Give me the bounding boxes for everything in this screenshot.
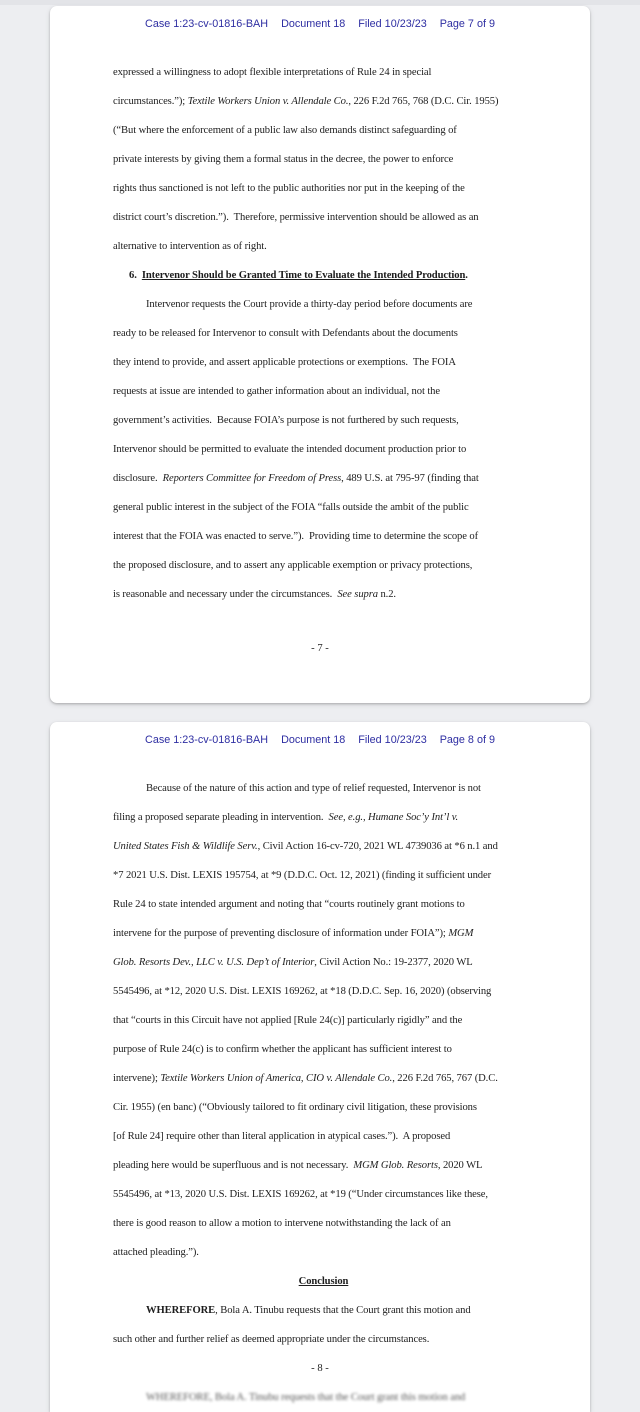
text-line	[113, 551, 534, 580]
text-run: Reporters Committee for Freedom of Press	[162, 473, 342, 484]
text-run: Glob. Resorts Dev., LLC v. U.S. Dep’t of Interior	[113, 957, 315, 968]
text-line	[113, 948, 534, 977]
document-number: Document 18	[281, 18, 346, 30]
text-line	[113, 290, 534, 319]
page-body-text	[50, 774, 590, 1354]
text-line	[113, 203, 534, 232]
text-line	[113, 1035, 534, 1064]
text-run: WHEREFORE	[146, 1305, 216, 1316]
text-run: ready to be released for Intervenor to consult with Defendants about the documents	[113, 328, 458, 339]
ghost-text-line	[50, 1383, 590, 1412]
text-line	[113, 174, 534, 203]
page-indicator: Page 7 of 9	[439, 18, 495, 30]
text-line	[113, 232, 534, 261]
canvas-top-edge	[0, 0, 640, 5]
text-line	[113, 1093, 534, 1122]
text-run: requests at issue are intended to gather information about an individual, not the	[113, 386, 440, 397]
text-run: such other and further relief as deemed appropriate under the circumstances.	[113, 1334, 430, 1345]
case-number: Case 1:23-cv-01816-BAH	[145, 18, 269, 30]
text-run: United States Fish & Wildlife Serv.	[113, 841, 258, 852]
text-run: private interests by giving them a formal status in the decree, the power to enforce	[113, 154, 454, 165]
page-number: - 8 -	[311, 1363, 329, 1374]
text-run: interest that the FOIA was enacted to serve.”). Providing time to determine the scope of	[113, 531, 479, 542]
text-run: 5545496, at *12, 2020 U.S. Dist. LEXIS 169262, at *18 (D.D.C. Sep. 16, 2020) (observing	[113, 986, 492, 997]
text-line	[113, 145, 534, 174]
document-number: Document 18	[281, 734, 346, 746]
text-run: there is good reason to allow a motion to intervene notwithstanding the lack of an	[113, 1218, 451, 1229]
text-run: Cir. 1955) (en banc) (“Obviously tailored to fit ordinary civil litigation, these provisions	[113, 1102, 477, 1113]
text-run: Intervenor should be permitted to evaluate the intended document production prior to	[113, 444, 467, 455]
document-page-8	[50, 722, 590, 1412]
case-stamp-header	[50, 6, 590, 30]
text-line	[113, 580, 534, 609]
text-line	[113, 58, 534, 87]
text-run: See, e.g., Humane Soc’y Int’l v.	[328, 812, 459, 823]
filed-date: Filed 10/23/23	[358, 734, 427, 746]
text-run: circumstances.”);	[113, 96, 188, 107]
text-run: alternative to intervention as of right.	[113, 241, 267, 252]
text-run: the proposed disclosure, and to assert any applicable exemption or privacy protections,	[113, 560, 473, 571]
text-run: *7 2021 U.S. Dist. LEXIS 195754, at *9 (D.D.C. Oct. 12, 2021) (finding it sufficient under	[113, 870, 492, 881]
page-indicator: Page 8 of 9	[439, 734, 495, 746]
text-line	[113, 87, 534, 116]
text-run: district court’s discretion.”). Therefore, permissive intervention should be allowed as an	[113, 212, 479, 223]
text-line	[113, 319, 534, 348]
text-run: [of Rule 24] require other than literal application in atypical cases.”). A proposed	[113, 1131, 451, 1142]
text-line	[113, 861, 534, 890]
text-run: , 489 U.S. at 795-97 (finding that	[341, 473, 479, 484]
text-run: Rule 24 to state intended argument and noting that “courts routinely grant motions to	[113, 899, 465, 910]
text-run: is reasonable and necessary under the circumstances.	[113, 589, 338, 600]
document-page-7	[50, 6, 590, 703]
text-line	[113, 890, 534, 919]
text-run: , Civil Action 16-cv-720, 2021 WL 4739036 at *6 n.1 and	[257, 841, 498, 852]
case-stamp-header	[50, 722, 590, 746]
text-run: attached pleading.”).	[113, 1247, 199, 1258]
text-run: Textile Workers Union of America, CIO v. Allendale Co.	[160, 1073, 393, 1084]
text-run: n.2.	[377, 589, 396, 600]
text-line	[113, 1122, 534, 1151]
text-run: Intervenor Should be Granted Time to Evaluate the Intended Production	[141, 270, 466, 281]
text-run: government’s activities. Because FOIA’s purpose is not furthered by such requests,	[113, 415, 459, 426]
text-run: Textile Workers Union v. Allendale Co.	[187, 96, 349, 107]
text-run: pleading here would be superfluous and is not necessary.	[113, 1160, 354, 1171]
text-line	[113, 1180, 534, 1209]
text-run: disclosure.	[113, 473, 163, 484]
text-line	[113, 116, 534, 145]
case-number: Case 1:23-cv-01816-BAH	[145, 734, 269, 746]
text-line	[113, 1151, 534, 1180]
text-line	[113, 977, 534, 1006]
text-line	[113, 1383, 534, 1412]
text-line	[113, 261, 534, 290]
text-line	[113, 493, 534, 522]
text-line	[113, 1209, 534, 1238]
text-run: See supra	[337, 589, 378, 600]
text-line	[113, 1238, 534, 1267]
text-run: , Bola A. Tinubu requests that the Court grant this motion and	[215, 1305, 471, 1316]
filed-date: Filed 10/23/23	[358, 18, 427, 30]
text-run: 6.	[129, 270, 142, 281]
text-run: , Civil Action No.: 19-2377, 2020 WL	[314, 957, 473, 968]
text-run: that “courts in this Circuit have not applied [Rule 24(c)] particularly rigidly” and the	[113, 1015, 463, 1026]
text-line	[113, 406, 534, 435]
text-line	[113, 774, 534, 803]
text-line	[113, 464, 534, 493]
text-run: 5545496, at *13, 2020 U.S. Dist. LEXIS 169262, at *19 (“Under circumstances like these,	[113, 1189, 488, 1200]
text-line	[113, 1325, 534, 1354]
text-line	[113, 377, 534, 406]
text-run: Conclusion	[298, 1276, 349, 1287]
text-run: (“But where the enforcement of a public law also demands distinct safeguarding of	[113, 125, 457, 136]
text-run: expressed a willingness to adopt flexible interpretations of Rule 24 in special	[113, 67, 432, 78]
text-run: MGM Glob. Resorts	[353, 1160, 438, 1171]
text-run: WHEREFORE, Bola A. Tinubu requests that the Court grant this motion and	[146, 1392, 466, 1403]
text-line	[113, 832, 534, 861]
text-run: purpose of Rule 24(c) is to confirm whether the applicant has sufficient interest to	[113, 1044, 452, 1055]
text-line	[113, 1296, 534, 1325]
page-body-text	[50, 58, 590, 609]
text-line	[113, 435, 534, 464]
text-run: intervene for the purpose of preventing disclosure of information under FOIA”);	[113, 928, 449, 939]
text-run: Because of the nature of this action and type of relief requested, Intervenor is not	[146, 783, 481, 794]
text-line	[113, 919, 534, 948]
text-run: filing a proposed separate pleading in intervention.	[113, 812, 329, 823]
text-line	[113, 348, 534, 377]
text-run: MGM	[448, 928, 474, 939]
text-run: they intend to provide, and assert applicable protections or exemptions. The FOIA	[113, 357, 456, 368]
page-number: - 7 -	[311, 643, 329, 654]
text-line	[113, 1267, 534, 1296]
text-run: rights thus sanctioned is not left to the public authorities nor put in the keeping of the	[113, 183, 465, 194]
text-line	[113, 803, 534, 832]
text-run: .	[465, 270, 468, 281]
text-line	[113, 1064, 534, 1093]
text-line	[113, 1006, 534, 1035]
text-run: intervene);	[113, 1073, 161, 1084]
text-run: , 226 F.2d 765, 767 (D.C.	[392, 1073, 498, 1084]
text-run: , 2020 WL	[437, 1160, 483, 1171]
text-line	[113, 522, 534, 551]
text-run: general public interest in the subject of the FOIA “falls outside the ambit of the public	[113, 502, 469, 513]
text-run: , 226 F.2d 765, 768 (D.C. Cir. 1955)	[348, 96, 499, 107]
text-run: Intervenor requests the Court provide a thirty-day period before documents are	[146, 299, 473, 310]
